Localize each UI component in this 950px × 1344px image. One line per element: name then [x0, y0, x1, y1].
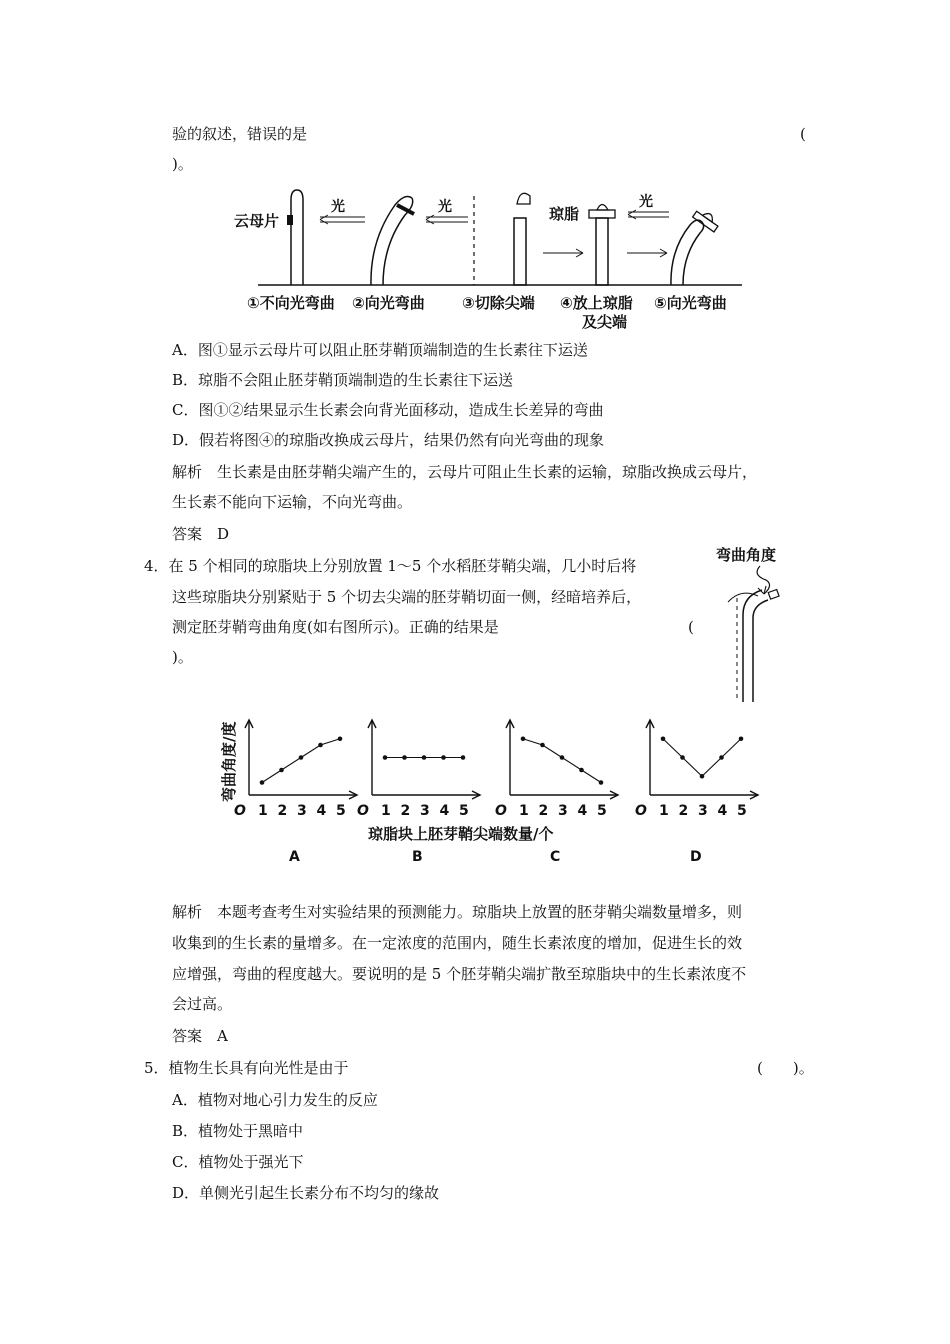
graph-a-tick-2: 2: [277, 803, 288, 819]
light-label-1: 光: [331, 199, 345, 215]
graph-b-origin: O: [357, 803, 369, 819]
graph-c-tick-3: 3: [558, 803, 568, 819]
q4-analysis-2: 收集到的生长素的量增多。在一定浓度的范围内，随生长素浓度的增加，促进生长的效: [172, 934, 743, 952]
q3-analysis-2: 生长素不能向下运输，不向光弯曲。: [172, 493, 413, 511]
graph-d-tick-2: 2: [678, 803, 689, 819]
graph-d-series-line: [663, 739, 741, 777]
q3-paren-close: )。: [172, 155, 193, 173]
graph-a-point-2: [279, 768, 284, 773]
graph-c-series-line: [523, 739, 601, 783]
graph-c-point-4: [579, 768, 584, 773]
graph-b-point-5: [461, 755, 466, 760]
q4-paren-open: (: [688, 618, 694, 636]
q4-line-1: 4．在 5 个相同的琼脂块上分别放置 1～5 个水稻胚芽鞘尖端，几小时后将: [144, 557, 637, 575]
graph-c-point-2: [540, 743, 545, 748]
graph-b-label: B: [412, 849, 423, 865]
graph-d-point-2: [680, 755, 685, 760]
graph-b-point-4: [441, 755, 446, 760]
graph-d-tick-1: 1: [659, 803, 669, 819]
graph-c-tick-5: 5: [597, 803, 607, 819]
q4-paren-close: )。: [172, 648, 193, 666]
q4-analysis-4: 会过高。: [172, 995, 233, 1013]
graph-b-point-3: [422, 755, 427, 760]
graph-d-tick-4: 4: [717, 803, 728, 819]
light-label-2: 光: [438, 199, 452, 215]
q4-analysis-1: 解析 本题考查考生对实验结果的预测能力。琼脂块上放置的胚芽鞘尖端数量增多，则: [172, 903, 743, 921]
q5-option-c: C．植物处于强光下: [172, 1153, 304, 1171]
graphs-xlabel: 琼脂块上胚芽鞘尖端数量/个: [368, 825, 554, 843]
q5-stem: 5．植物生长具有向光性是由于: [144, 1059, 349, 1077]
graph-d-point-4: [719, 755, 724, 760]
graph-c-origin: O: [495, 803, 507, 819]
graph-b-point-1: [383, 755, 388, 760]
q5-paren: ( )。: [757, 1059, 814, 1077]
graph-c-tick-4: 4: [577, 803, 588, 819]
graph-d-tick-5: 5: [737, 803, 747, 819]
caption-5: ⑤向光弯曲: [654, 294, 727, 312]
q3-option-d: D．假若将图④的琼脂改换成云母片，结果仍然有向光弯曲的现象: [172, 431, 605, 449]
light-label-3: 光: [639, 194, 653, 210]
q3-answer: 答案 D: [172, 525, 230, 543]
q5-option-b: B．植物处于黑暗中: [172, 1122, 304, 1140]
caption-1: ①不向光弯曲: [247, 294, 335, 312]
graph-b-tick-2: 2: [400, 803, 411, 819]
q4-line-3: 测定胚芽鞘弯曲角度(如右图所示)。正确的结果是: [172, 618, 499, 636]
graph-c-tick-1: 1: [519, 803, 529, 819]
q4-line-2: 这些琼脂块分别紧贴于 5 个切去尖端的胚芽鞘切面一侧，经暗培养后，: [172, 588, 642, 606]
bending-angle-label: 弯曲角度: [716, 546, 777, 564]
caption-4b: 及尖端: [582, 313, 628, 331]
graph-a-tick-3: 3: [297, 803, 307, 819]
graph-c-point-1: [521, 736, 526, 741]
graph-a-point-4: [318, 743, 323, 748]
graph-d-label: D: [690, 849, 702, 865]
graph-a-tick-1: 1: [258, 803, 268, 819]
graph-d-tick-3: 3: [698, 803, 708, 819]
q4-answer: 答案 A: [172, 1027, 228, 1045]
graph-a-label: A: [289, 849, 300, 865]
graph-b-tick-3: 3: [420, 803, 430, 819]
graph-a-tick-4: 4: [316, 803, 327, 819]
graph-a-point-5: [338, 736, 343, 741]
graph-b-tick-1: 1: [381, 803, 391, 819]
q3-paren-open: (: [800, 125, 806, 143]
q3-stem: 验的叙述，错误的是: [172, 125, 308, 143]
q3-option-a: A．图①显示云母片可以阻止胚芽鞘顶端制造的生长素往下运送: [172, 341, 588, 359]
graph-b-tick-4: 4: [439, 803, 450, 819]
graph-a-tick-5: 5: [336, 803, 346, 819]
graph-a-point-3: [299, 755, 304, 760]
graph-b-tick-5: 5: [459, 803, 469, 819]
q3-option-c: C．图①②结果显示生长素会向背光面移动，造成生长差异的弯曲: [172, 401, 604, 419]
graph-d-point-5: [739, 736, 744, 741]
graph-a-origin: O: [234, 803, 246, 819]
graph-d-origin: O: [635, 803, 647, 819]
q5-option-a: A．植物对地心引力发生的反应: [172, 1091, 378, 1109]
graph-d-point-3: [700, 774, 705, 779]
q3-option-b: B．琼脂不会阻止胚芽鞘顶端制造的生长素往下运送: [172, 371, 514, 389]
graph-d-point-1: [661, 736, 666, 741]
graph-c-label: C: [550, 849, 561, 865]
q5-option-d: D．单侧光引起生长素分布不均匀的缘故: [172, 1184, 440, 1202]
mica-label: 云母片: [234, 212, 280, 230]
caption-2: ②向光弯曲: [352, 294, 425, 312]
graph-b-point-2: [402, 755, 407, 760]
graph-a-point-1: [260, 780, 265, 785]
caption-3: ③切除尖端: [462, 294, 535, 312]
graph-c-tick-2: 2: [538, 803, 549, 819]
q3-analysis-1: 解析 生长素是由胚芽鞘尖端产生的，云母片可阻止生长素的运输，琼脂改换成云母片，: [172, 463, 758, 481]
graph-c-point-3: [560, 755, 565, 760]
graph-c-point-5: [599, 780, 604, 785]
graphs-ylabel: 弯曲角度/度: [220, 721, 238, 802]
caption-4: ④放上琼脂: [560, 294, 633, 312]
graph-a-series-line: [262, 739, 340, 783]
q4-analysis-3: 应增强，弯曲的程度越大。要说明的是 5 个胚芽鞘尖端扩散至琼脂块中的生长素浓度不: [172, 965, 747, 983]
agar-label: 琼脂: [549, 205, 580, 223]
